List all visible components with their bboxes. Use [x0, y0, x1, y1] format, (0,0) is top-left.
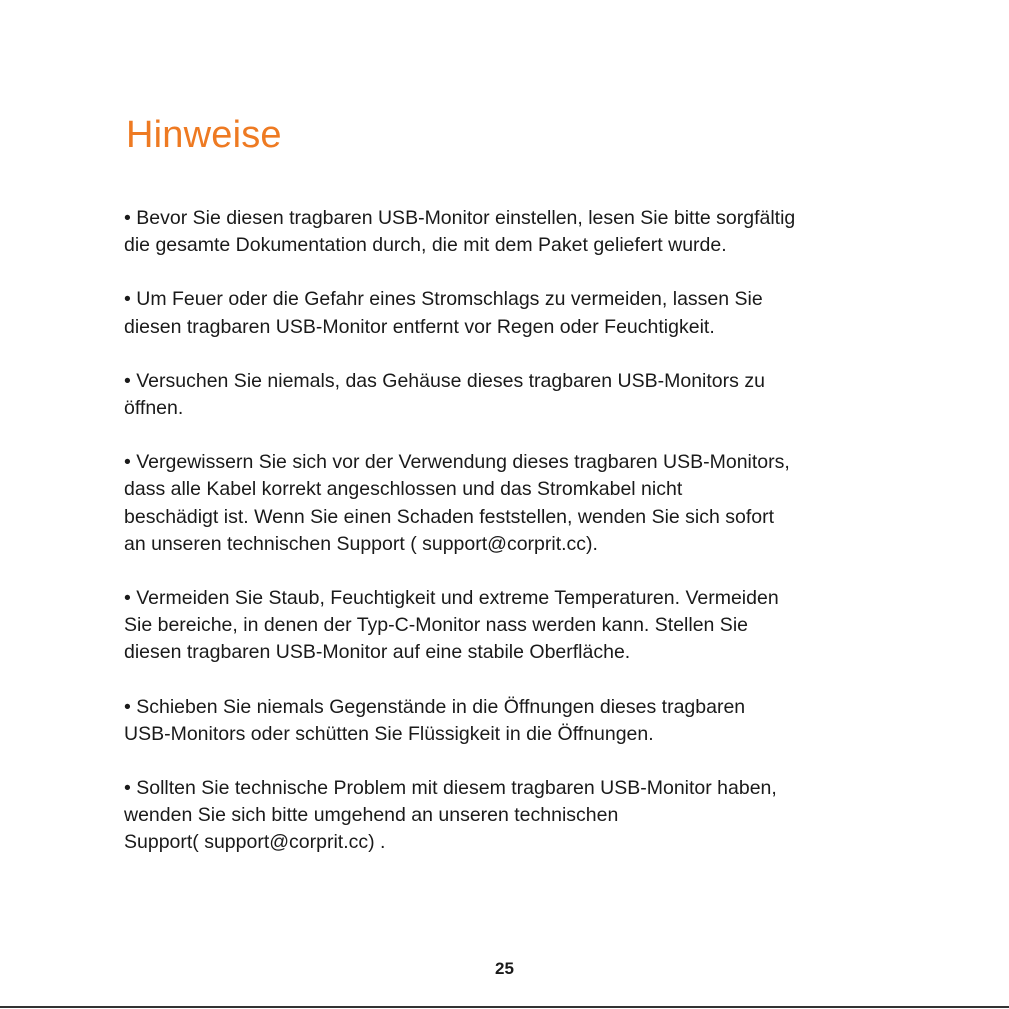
note-line: • Sollten Sie technische Problem mit diesem tragbaren USB-Monitor haben,: [124, 777, 777, 800]
note-line: dass alle Kabel korrekt angeschlossen und das Stromkabel nicht: [124, 478, 683, 501]
note-line: diesen tragbaren USB-Monitor auf eine stabile Oberfläche.: [124, 641, 631, 664]
notes-list: [124, 205, 914, 884]
note-line: • Vergewissern Sie sich vor der Verwendung dieses tragbaren USB-Monitors,: [124, 451, 790, 474]
note-line: • Schieben Sie niemals Gegenstände in die Öffnungen dieses tragbaren: [124, 695, 746, 718]
note-line: • Bevor Sie diesen tragbaren USB-Monitor einstellen, lesen Sie bitte sorgfältig: [124, 207, 796, 229]
page-number: 25: [495, 959, 514, 978]
note-5: [124, 585, 914, 667]
note-line: USB-Monitors oder schütten Sie Flüssigkeit in die Öffnungen.: [124, 722, 654, 745]
bottom-divider: [0, 1006, 1009, 1008]
note-line: an unseren technischen Support ( support@corprit.cc).: [124, 532, 598, 555]
page-title: Hinweise: [126, 114, 282, 156]
note-line: die gesamte Dokumentation durch, die mit dem Paket geliefert wurde.: [124, 234, 727, 257]
note-line: diesen tragbaren USB-Monitor entfernt vor Regen oder Feuchtigkeit.: [124, 315, 715, 338]
note-1: [124, 205, 914, 259]
note-4: [124, 449, 914, 558]
note-3: [124, 368, 914, 422]
note-line: • Vermeiden Sie Staub, Feuchtigkeit und extreme Temperaturen. Vermeiden: [124, 587, 779, 610]
note-line: wenden Sie sich bitte umgehend an unseren technischen: [124, 804, 619, 827]
note-line: • Um Feuer oder die Gefahr eines Stromschlags zu vermeiden, lassen Sie: [124, 288, 763, 311]
note-line: • Versuchen Sie niemals, das Gehäuse dieses tragbaren USB-Monitors zu: [124, 369, 765, 392]
note-6: [124, 694, 914, 748]
note-2: [124, 286, 914, 340]
note-7: [124, 775, 914, 857]
note-line: beschädigt ist. Wenn Sie einen Schaden feststellen, wenden Sie sich sofort: [124, 505, 775, 528]
note-line: Sie bereiche, in denen der Typ-C-Monitor nass werden kann. Stellen Sie: [124, 614, 748, 637]
note-line: Support( support@corprit.cc) .: [124, 831, 386, 854]
note-line: öffnen.: [124, 397, 184, 420]
